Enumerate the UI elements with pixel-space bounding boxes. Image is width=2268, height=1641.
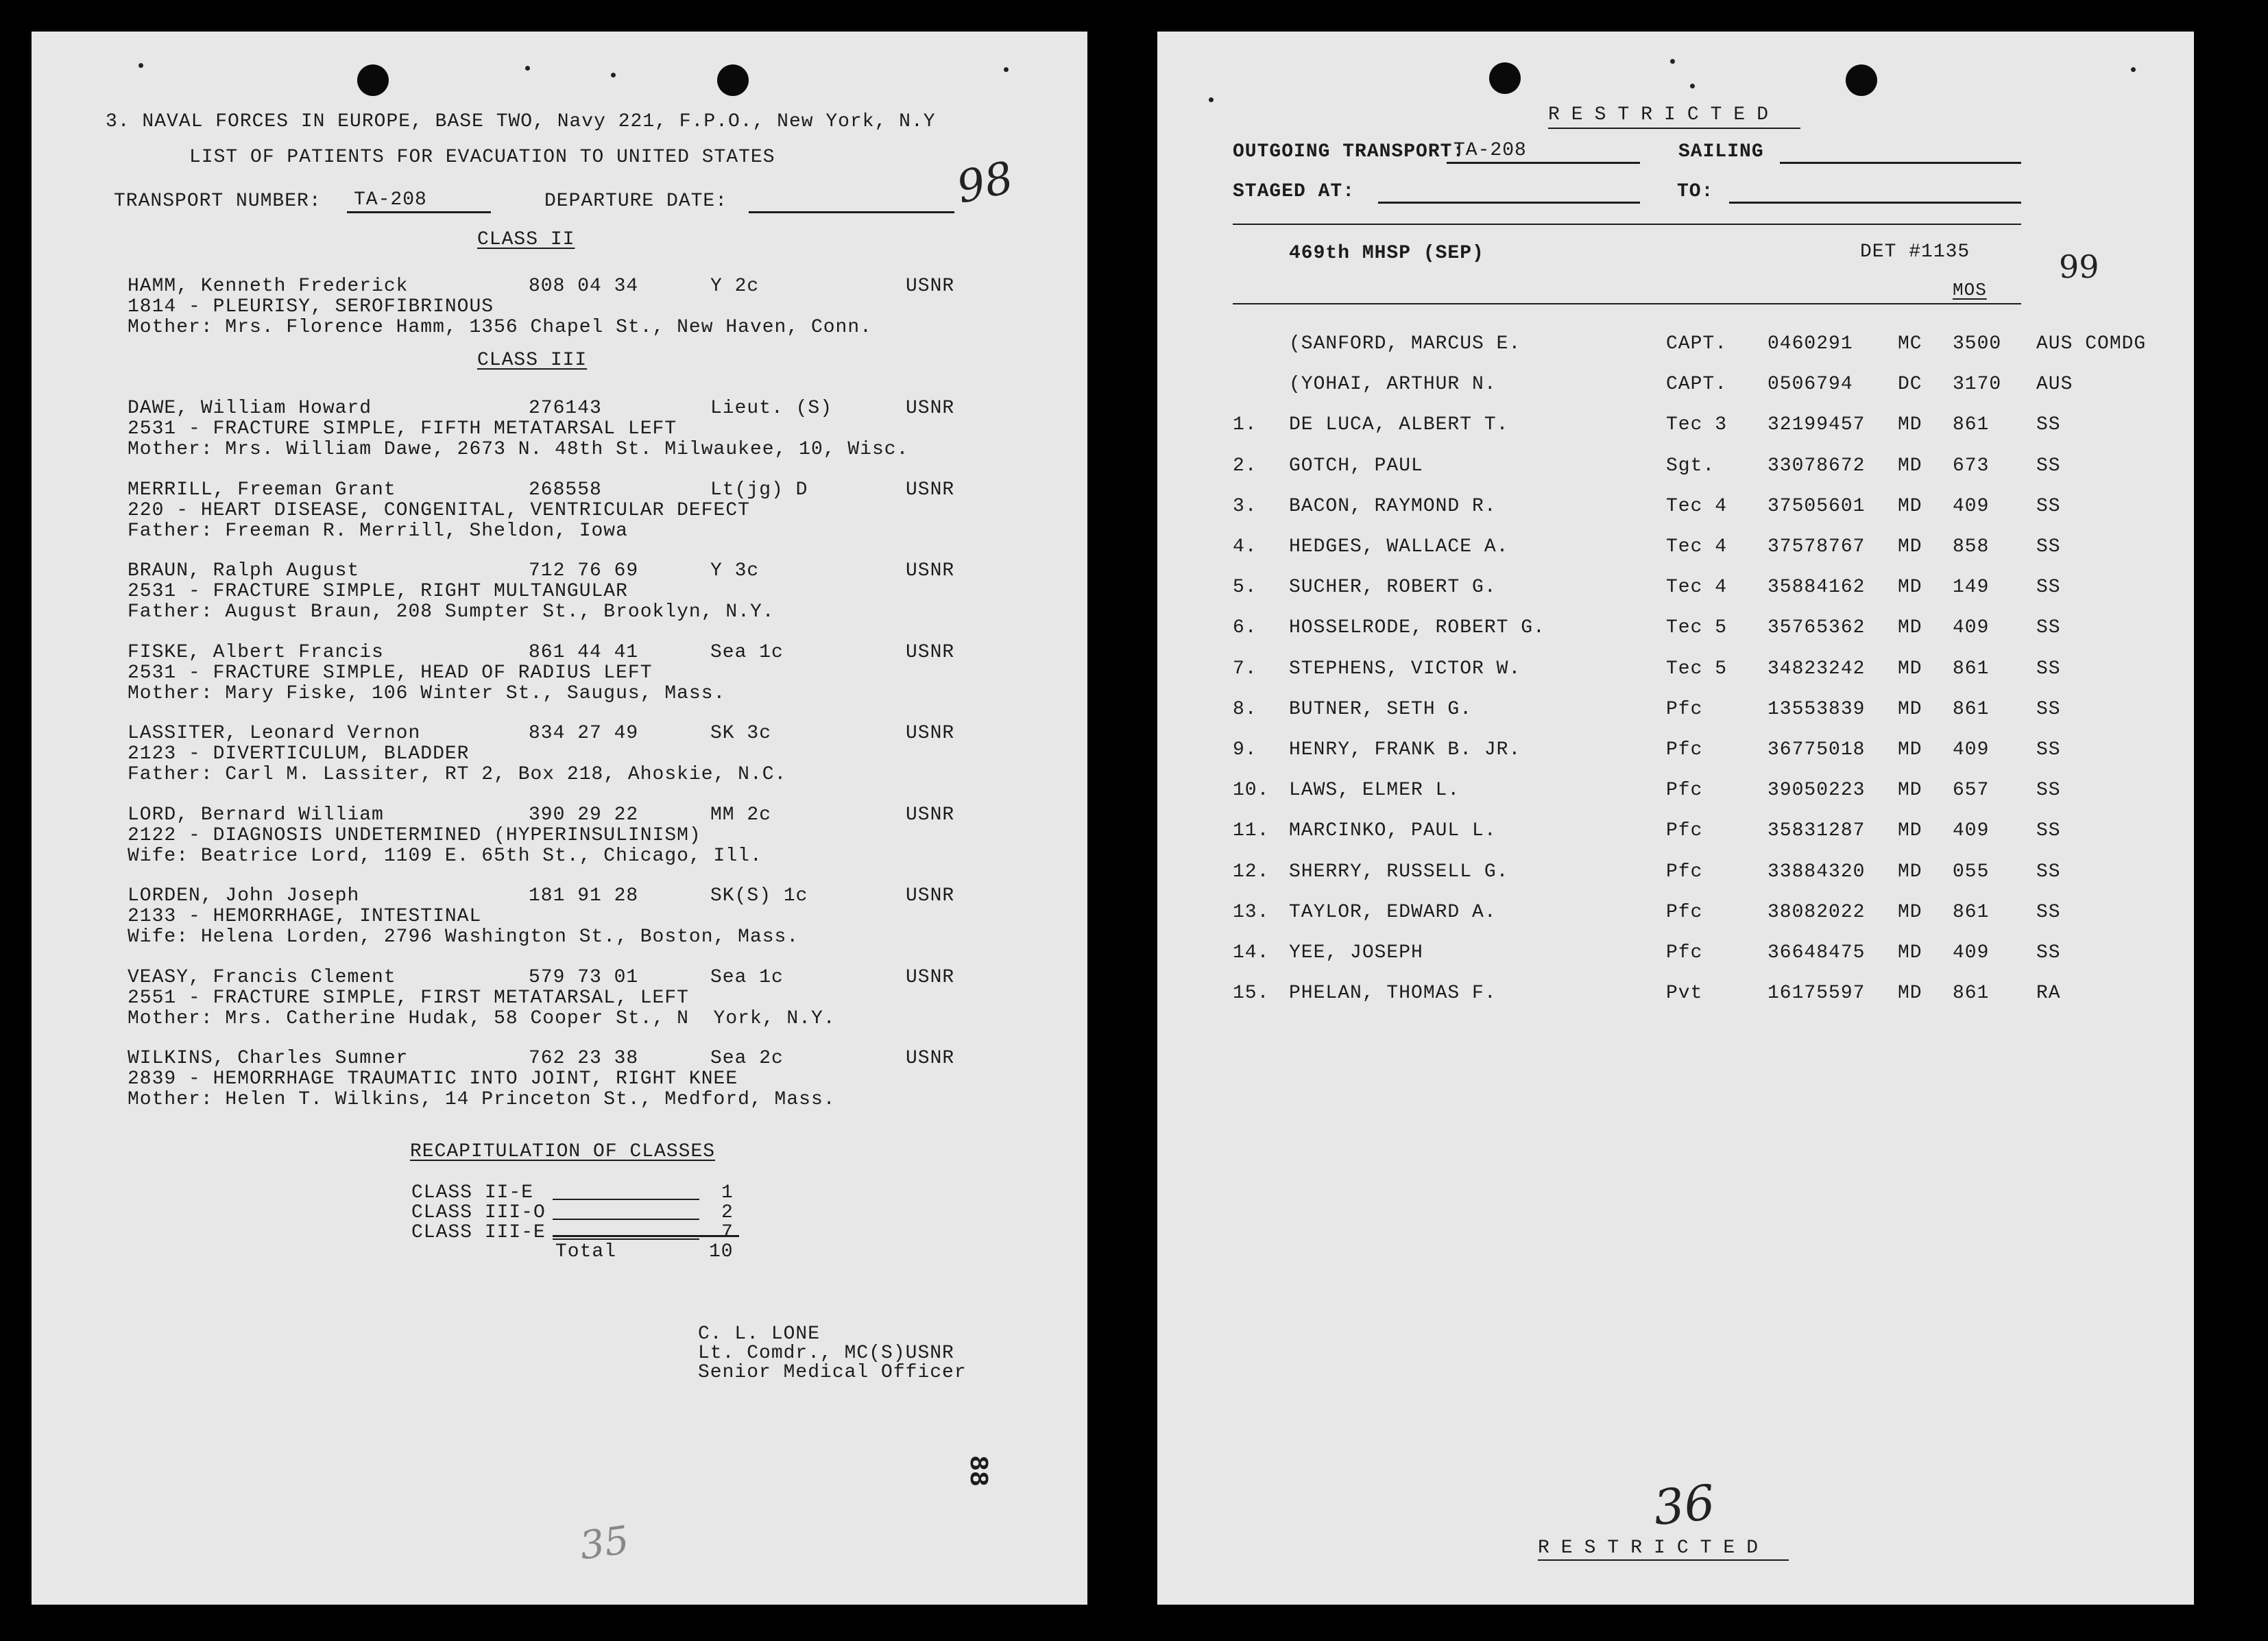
person-name: (SANFORD, MARCUS E. bbox=[1289, 333, 1521, 355]
mos-code: 657 bbox=[1953, 780, 1990, 802]
corps: MD bbox=[1898, 455, 1922, 477]
row-number: 11. bbox=[1233, 820, 1270, 842]
person-name: GOTCH, PAUL bbox=[1289, 455, 1423, 477]
transport-value: TA-208 bbox=[354, 189, 427, 211]
next-of-kin: Mother: Mrs. Catherine Hudak, 58 Cooper St., N York, N.Y. bbox=[128, 1007, 836, 1029]
transport-label: TRANSPORT NUMBER: bbox=[114, 191, 322, 212]
roster-row bbox=[1157, 820, 2194, 861]
component: SS bbox=[2036, 455, 2061, 477]
roster-row bbox=[1157, 658, 2194, 699]
page-number: 99 bbox=[2059, 248, 2099, 285]
diagnosis: 2839 - HEMORRHAGE TRAUMATIC INTO JOINT, RIGHT KNEE bbox=[128, 1068, 738, 1090]
total-label: Total bbox=[555, 1241, 617, 1262]
diagnosis: 2133 - HEMORRHAGE, INTESTINAL bbox=[128, 906, 482, 927]
punch-hole bbox=[717, 64, 749, 96]
rank: CAPT. bbox=[1666, 374, 1728, 396]
component: SS bbox=[2036, 861, 2061, 883]
diagnosis: 1814 - PLEURISY, SEROFIBRINOUS bbox=[128, 296, 494, 318]
corps: DC bbox=[1898, 374, 1922, 396]
rate: Sea 2c bbox=[710, 1048, 784, 1069]
stamp-number: 88 bbox=[962, 1455, 992, 1487]
row-number: 13. bbox=[1233, 901, 1270, 923]
rank: Pvt bbox=[1666, 983, 1703, 1005]
rank: Tec 3 bbox=[1666, 414, 1728, 436]
mos-code: 409 bbox=[1953, 495, 1990, 517]
outgoing-label: OUTGOING TRANSPORT: bbox=[1233, 141, 1465, 163]
rate: MM 2c bbox=[710, 804, 772, 826]
corps: MD bbox=[1898, 739, 1922, 760]
rank: Pfc bbox=[1666, 901, 1703, 923]
roster-row bbox=[1157, 455, 2194, 496]
signature-rank: Lt. Comdr., MC(S)USNR bbox=[698, 1343, 954, 1364]
mos-code: 409 bbox=[1953, 820, 1990, 842]
speck bbox=[138, 63, 143, 68]
next-of-kin: Mother: Mary Fiske, 106 Winter St., Saugus, Mass. bbox=[128, 682, 726, 704]
rate: Sea 1c bbox=[710, 966, 784, 988]
row-number: 9. bbox=[1233, 739, 1257, 760]
header-line2: LIST OF PATIENTS FOR EVACUATION TO UNITED STATES bbox=[189, 147, 775, 168]
service-number: 712 76 69 bbox=[529, 560, 639, 582]
person-name: BUTNER, SETH G. bbox=[1289, 698, 1473, 720]
service-number: 181 91 28 bbox=[529, 885, 639, 907]
person-name: HEDGES, WALLACE A. bbox=[1289, 536, 1509, 558]
person-name: DE LUCA, ALBERT T. bbox=[1289, 414, 1509, 436]
serial-number: 33884320 bbox=[1768, 861, 1866, 883]
patient-name: MERRILL, Freeman Grant bbox=[128, 479, 396, 501]
patient-name: VEASY, Francis Clement bbox=[128, 966, 396, 988]
rank: Pfc bbox=[1666, 820, 1703, 842]
mos-header: MOS bbox=[1953, 280, 1987, 300]
service-branch: USNR bbox=[906, 641, 955, 663]
restricted-bottom-underline bbox=[1538, 1559, 1789, 1561]
corps: MD bbox=[1898, 536, 1922, 558]
service-branch: USNR bbox=[906, 398, 955, 419]
mos-code: 861 bbox=[1953, 983, 1990, 1005]
patient-name: LORDEN, John Joseph bbox=[128, 885, 360, 907]
next-of-kin: Wife: Beatrice Lord, 1109 E. 65th St., Chicago, Ill. bbox=[128, 845, 762, 867]
serial-number: 16175597 bbox=[1768, 983, 1866, 1005]
serial-number: 35765362 bbox=[1768, 617, 1866, 639]
component: SS bbox=[2036, 942, 2061, 963]
speck bbox=[2131, 67, 2136, 72]
corps: MD bbox=[1898, 495, 1922, 517]
serial-number: 13553839 bbox=[1768, 698, 1866, 720]
component: SS bbox=[2036, 901, 2061, 923]
officer-row bbox=[1157, 333, 2194, 374]
serial-number: 37578767 bbox=[1768, 536, 1866, 558]
roster-row bbox=[1157, 780, 2194, 820]
patient-name: HAMM, Kenneth Frederick bbox=[128, 276, 409, 297]
roster-row bbox=[1157, 414, 2194, 455]
service-branch: USNR bbox=[906, 479, 955, 501]
diagnosis: 2122 - DIAGNOSIS UNDETERMINED (HYPERINSULINISM) bbox=[128, 824, 701, 846]
restricted-bottom: RESTRICTED bbox=[1538, 1537, 1770, 1559]
mos-code: 409 bbox=[1953, 739, 1990, 760]
roster-row bbox=[1157, 496, 2194, 536]
person-name: SUCHER, ROBERT G. bbox=[1289, 577, 1497, 599]
mos-code: 3500 bbox=[1953, 333, 2002, 355]
next-of-kin: Mother: Helen T. Wilkins, 14 Princeton St., Medford, Mass. bbox=[128, 1089, 836, 1110]
rank: Tec 4 bbox=[1666, 495, 1728, 517]
person-name: (YOHAI, ARTHUR N. bbox=[1289, 374, 1497, 396]
service-branch: USNR bbox=[906, 885, 955, 907]
recap-count: 7 bbox=[721, 1222, 734, 1243]
speck bbox=[611, 73, 616, 77]
component: SS bbox=[2036, 780, 2061, 802]
officer-row bbox=[1157, 374, 2194, 414]
speck bbox=[1004, 67, 1009, 72]
rate: Y 3c bbox=[710, 560, 760, 582]
service-branch: USNR bbox=[906, 560, 955, 582]
service-number: 762 23 38 bbox=[529, 1048, 639, 1069]
component: AUS bbox=[2036, 374, 2073, 396]
component: SS bbox=[2036, 495, 2061, 517]
sailing-underline bbox=[1780, 162, 2021, 164]
service-branch: USNR bbox=[906, 1048, 955, 1069]
person-name: HENRY, FRANK B. JR. bbox=[1289, 739, 1521, 760]
recap-label: CLASS III-O bbox=[411, 1202, 546, 1223]
corps: MC bbox=[1898, 333, 1922, 355]
component: SS bbox=[2036, 617, 2061, 639]
serial-number: 36648475 bbox=[1768, 942, 1866, 963]
outgoing-underline bbox=[1447, 162, 1640, 164]
row-number: 3. bbox=[1233, 495, 1257, 517]
component: SS bbox=[2036, 414, 2061, 436]
person-name: STEPHENS, VICTOR W. bbox=[1289, 658, 1521, 680]
mos-code: 055 bbox=[1953, 861, 1990, 883]
handwritten-bottom-number: 36 bbox=[1650, 1474, 1718, 1537]
person-name: HOSSELRODE, ROBERT G. bbox=[1289, 617, 1545, 639]
person-name: SHERRY, RUSSELL G. bbox=[1289, 861, 1509, 883]
person-name: MARCINKO, PAUL L. bbox=[1289, 820, 1497, 842]
person-name: TAYLOR, EDWARD A. bbox=[1289, 901, 1497, 923]
recap-fill-line bbox=[553, 1199, 699, 1200]
punch-hole bbox=[1489, 62, 1521, 94]
transport-underline bbox=[347, 211, 491, 213]
signature-name: C. L. LONE bbox=[698, 1323, 821, 1345]
diagnosis: 2531 - FRACTURE SIMPLE, RIGHT MULTANGULAR bbox=[128, 581, 628, 602]
recap-count: 2 bbox=[721, 1202, 734, 1223]
patient-name: WILKINS, Charles Sumner bbox=[128, 1048, 409, 1069]
rank: Tec 4 bbox=[1666, 536, 1728, 558]
roster-row bbox=[1157, 617, 2194, 658]
rank: Pfc bbox=[1666, 780, 1703, 802]
corps: MD bbox=[1898, 942, 1922, 963]
rate: SK 3c bbox=[710, 723, 772, 744]
next-of-kin: Wife: Helena Lorden, 2796 Washington St., Boston, Mass. bbox=[128, 926, 799, 948]
component: SS bbox=[2036, 536, 2061, 558]
component: SS bbox=[2036, 698, 2061, 720]
serial-number: 38082022 bbox=[1768, 901, 1866, 923]
serial-number: 37505601 bbox=[1768, 495, 1866, 517]
rate: Lieut. (S) bbox=[710, 398, 833, 419]
sailing-label: SAILING bbox=[1678, 141, 1764, 163]
next-of-kin: Mother: Mrs. William Dawe, 2673 N. 48th St. Milwaukee, 10, Wisc. bbox=[128, 439, 909, 460]
next-of-kin: Father: Freeman R. Merrill, Sheldon, Iowa bbox=[128, 520, 628, 542]
recap-heading: RECAPITULATION OF CLASSES bbox=[410, 1141, 716, 1162]
rank: Sgt. bbox=[1666, 455, 1715, 477]
unit-name: 469th MHSP (SEP) bbox=[1289, 243, 1484, 264]
recap-count: 1 bbox=[721, 1182, 734, 1203]
rate: SK(S) 1c bbox=[710, 885, 808, 907]
diagnosis: 2551 - FRACTURE SIMPLE, FIRST METATARSAL, LEFT bbox=[128, 987, 689, 1009]
restricted-top: RESTRICTED bbox=[1548, 104, 1781, 125]
row-number: 4. bbox=[1233, 536, 1257, 558]
to-label: TO: bbox=[1677, 181, 1714, 202]
row-number: 7. bbox=[1233, 658, 1257, 680]
service-number: 834 27 49 bbox=[529, 723, 639, 744]
recap-label: CLASS II-E bbox=[411, 1182, 534, 1203]
mos-code: 409 bbox=[1953, 942, 1990, 963]
service-number: 390 29 22 bbox=[529, 804, 639, 826]
to-underline bbox=[1729, 202, 2021, 204]
handwritten-page-number: 98 bbox=[952, 152, 1018, 214]
rank: Tec 5 bbox=[1666, 658, 1728, 680]
rank: Pfc bbox=[1666, 698, 1703, 720]
roster-row bbox=[1157, 861, 2194, 902]
roster-row bbox=[1157, 739, 2194, 780]
left-document-page bbox=[32, 32, 1087, 1605]
recap-label: CLASS III-E bbox=[411, 1222, 546, 1243]
corps: MD bbox=[1898, 780, 1922, 802]
rate: Sea 1c bbox=[710, 641, 784, 663]
service-number: 276143 bbox=[529, 398, 602, 419]
component: SS bbox=[2036, 820, 2061, 842]
row-number: 2. bbox=[1233, 455, 1257, 477]
service-number: 808 04 34 bbox=[529, 276, 639, 297]
service-number: 579 73 01 bbox=[529, 966, 639, 988]
component: SS bbox=[2036, 739, 2061, 760]
person-name: BACON, RAYMOND R. bbox=[1289, 495, 1497, 517]
roster-row bbox=[1157, 699, 2194, 739]
patient-name: LASSITER, Leonard Vernon bbox=[128, 723, 421, 744]
mos-code: 409 bbox=[1953, 617, 1990, 639]
row-number: 15. bbox=[1233, 983, 1270, 1005]
next-of-kin: Mother: Mrs. Florence Hamm, 1356 Chapel St., New Haven, Conn. bbox=[128, 317, 872, 338]
serial-number: 39050223 bbox=[1768, 780, 1866, 802]
speck bbox=[1209, 97, 1214, 102]
patient-name: LORD, Bernard William bbox=[128, 804, 384, 826]
patient-name: FISKE, Albert Francis bbox=[128, 641, 384, 663]
class3-heading: CLASS III bbox=[477, 350, 588, 371]
roster-row bbox=[1157, 577, 2194, 617]
rate: Lt(jg) D bbox=[710, 479, 808, 501]
rank: CAPT. bbox=[1666, 333, 1728, 355]
rank: Tec 4 bbox=[1666, 577, 1728, 599]
right-document-page bbox=[1157, 32, 2194, 1605]
rank: Pfc bbox=[1666, 739, 1703, 760]
component: RA bbox=[2036, 983, 2061, 1005]
det-number: DET #1135 bbox=[1860, 241, 1970, 263]
restricted-top-underline bbox=[1548, 128, 1800, 129]
rank: Tec 5 bbox=[1666, 617, 1728, 639]
total-rule bbox=[553, 1235, 739, 1237]
recap-fill-line bbox=[553, 1219, 699, 1220]
person-name: LAWS, ELMER L. bbox=[1289, 780, 1460, 802]
serial-number: 0506794 bbox=[1768, 374, 1853, 396]
diagnosis: 220 - HEART DISEASE, CONGENITAL, VENTRICULAR DEFECT bbox=[128, 499, 750, 521]
next-of-kin: Father: August Braun, 208 Sumpter St., Brooklyn, N.Y. bbox=[128, 601, 775, 623]
diagnosis: 2531 - FRACTURE SIMPLE, FIFTH METATARSAL LEFT bbox=[128, 418, 677, 440]
mos-code: 861 bbox=[1953, 414, 1990, 436]
diagnosis: 2123 - DIVERTICULUM, BLADDER bbox=[128, 743, 470, 765]
roster-row bbox=[1157, 902, 2194, 942]
class2-heading: CLASS II bbox=[477, 229, 575, 250]
patient-name: BRAUN, Ralph August bbox=[128, 560, 360, 582]
total-value: 10 bbox=[709, 1241, 734, 1262]
rate: Y 2c bbox=[710, 276, 760, 297]
person-name: YEE, JOSEPH bbox=[1289, 942, 1423, 963]
corps: MD bbox=[1898, 414, 1922, 436]
next-of-kin: Father: Carl M. Lassiter, RT 2, Box 218, Ahoskie, N.C. bbox=[128, 764, 787, 785]
service-number: 268558 bbox=[529, 479, 602, 501]
row-number: 12. bbox=[1233, 861, 1270, 883]
rank: Pfc bbox=[1666, 942, 1703, 963]
mos-code: 858 bbox=[1953, 536, 1990, 558]
speck bbox=[1690, 84, 1695, 88]
corps: MD bbox=[1898, 658, 1922, 680]
staged-label: STAGED AT: bbox=[1233, 181, 1355, 202]
corps: MD bbox=[1898, 983, 1922, 1005]
corps: MD bbox=[1898, 901, 1922, 923]
row-number: 14. bbox=[1233, 942, 1270, 963]
corps: MD bbox=[1898, 698, 1922, 720]
mos-code: 861 bbox=[1953, 658, 1990, 680]
corps: MD bbox=[1898, 577, 1922, 599]
corps: MD bbox=[1898, 617, 1922, 639]
speck bbox=[1670, 59, 1675, 64]
serial-number: 34823242 bbox=[1768, 658, 1866, 680]
serial-number: 33078672 bbox=[1768, 455, 1866, 477]
service-branch: USNR bbox=[906, 804, 955, 826]
row-number: 5. bbox=[1233, 577, 1257, 599]
corps: MD bbox=[1898, 820, 1922, 842]
roster-row bbox=[1157, 536, 2194, 577]
header-line1: 3. NAVAL FORCES IN EUROPE, BASE TWO, Navy 221, F.P.O., New York, N.Y bbox=[106, 111, 936, 132]
row-number: 6. bbox=[1233, 617, 1257, 639]
serial-number: 36775018 bbox=[1768, 739, 1866, 760]
departure-label: DEPARTURE DATE: bbox=[544, 191, 728, 212]
rank: Pfc bbox=[1666, 861, 1703, 883]
mos-code: 673 bbox=[1953, 455, 1990, 477]
serial-number: 0460291 bbox=[1768, 333, 1853, 355]
serial-number: 32199457 bbox=[1768, 414, 1866, 436]
roster-row bbox=[1157, 983, 2194, 1023]
serial-number: 35884162 bbox=[1768, 577, 1866, 599]
punch-hole bbox=[357, 64, 389, 96]
header-rule-top bbox=[1233, 224, 2021, 225]
person-name: PHELAN, THOMAS F. bbox=[1289, 983, 1497, 1005]
row-number: 1. bbox=[1233, 414, 1257, 436]
mos-code: 861 bbox=[1953, 901, 1990, 923]
row-number: 8. bbox=[1233, 698, 1257, 720]
service-branch: USNR bbox=[906, 723, 955, 744]
mos-code: 149 bbox=[1953, 577, 1990, 599]
departure-underline bbox=[749, 211, 954, 213]
service-branch: USNR bbox=[906, 966, 955, 988]
recap-fill-line bbox=[553, 1238, 699, 1240]
staged-underline bbox=[1378, 202, 1640, 204]
component: SS bbox=[2036, 658, 2061, 680]
speck bbox=[525, 66, 530, 71]
component: AUS COMDG bbox=[2036, 333, 2147, 355]
diagnosis: 2531 - FRACTURE SIMPLE, HEAD OF RADIUS LEFT bbox=[128, 662, 653, 684]
handwritten-bottom-number: 35 bbox=[577, 1518, 632, 1569]
service-branch: USNR bbox=[906, 276, 955, 297]
header-rule-bottom bbox=[1233, 303, 2021, 304]
row-number: 10. bbox=[1233, 780, 1270, 802]
outgoing-value: TA-208 bbox=[1453, 140, 1527, 161]
mos-code: 861 bbox=[1953, 698, 1990, 720]
signature-title: Senior Medical Officer bbox=[698, 1362, 967, 1383]
mos-code: 3170 bbox=[1953, 374, 2002, 396]
service-number: 861 44 41 bbox=[529, 641, 639, 663]
component: SS bbox=[2036, 577, 2061, 599]
serial-number: 35831287 bbox=[1768, 820, 1866, 842]
punch-hole bbox=[1846, 64, 1877, 96]
roster-row bbox=[1157, 942, 2194, 983]
corps: MD bbox=[1898, 861, 1922, 883]
patient-name: DAWE, William Howard bbox=[128, 398, 372, 419]
